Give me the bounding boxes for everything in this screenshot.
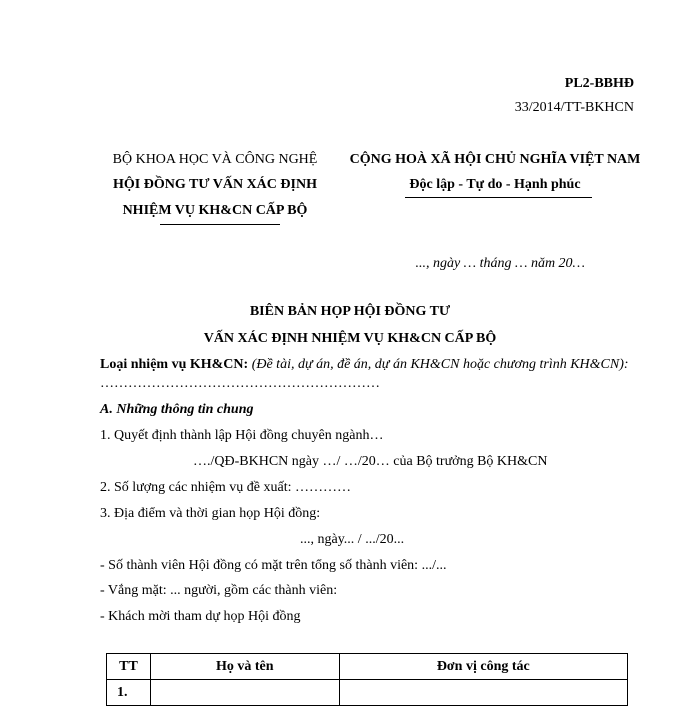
table-row xyxy=(107,680,628,706)
guests-line: - Khách mời tham dự họp Hội đồng xyxy=(100,609,301,624)
table-header-row xyxy=(107,654,628,680)
decision-item: 1. Quyết định thành lập Hội đồng chuyên ngành… xyxy=(100,428,384,443)
decision-item-continued: …./QĐ-BKHCN ngày …/ …/20… của Bộ trưởng Bộ KH&CN xyxy=(193,454,548,469)
document-title-line1: BIÊN BẢN HỌP HỘI ĐỒNG TƯ xyxy=(249,304,451,319)
column-header-unit: Đơn vị công tác xyxy=(339,654,627,680)
column-header-tt: TT xyxy=(107,654,151,680)
section-a-heading: A. Những thông tin chung xyxy=(100,402,254,417)
ministry-name: BỘ KHOA HỌC VÀ CÔNG NGHỆ xyxy=(112,152,318,167)
form-code: PL2-BBHĐ xyxy=(564,76,634,91)
council-underline xyxy=(160,224,280,225)
members-present: - Số thành viên Hội đồng có mặt trên tổng số thành viên: .../... xyxy=(100,558,447,573)
document-title-line2: VẤN XÁC ĐỊNH NHIỆM VỤ KH&CN CẤP BỘ xyxy=(203,331,497,346)
task-type-line xyxy=(100,357,629,373)
meeting-place-time: 3. Địa điểm và thời gian họp Hội đồng: xyxy=(100,506,321,521)
council-name-line2: NHIỆM VỤ KH&CN CẤP BỘ xyxy=(122,203,308,218)
motto-underline xyxy=(405,197,592,198)
task-type-hint: (Đề tài, dự án, đề án, dự án KH&CN hoặc chương trình KH&CN): xyxy=(251,357,629,372)
council-name-line1: HỘI ĐỒNG TƯ VẤN XÁC ĐỊNH xyxy=(113,177,317,192)
national-motto: Độc lập - Tự do - Hạnh phúc xyxy=(409,177,581,192)
guest-table xyxy=(106,653,628,706)
country-name: CỘNG HOÀ XÃ HỘI CHỦ NGHĨA VIỆT NAM xyxy=(349,152,641,167)
task-type-label: Loại nhiệm vụ KH&CN: xyxy=(100,357,249,372)
row-unit xyxy=(339,680,627,706)
row-name xyxy=(150,680,339,706)
column-header-name: Họ và tên xyxy=(150,654,339,680)
place-date-line: ..., ngày … tháng … năm 20… xyxy=(415,256,585,271)
row-number: 1. xyxy=(107,680,151,706)
proposed-tasks-count: 2. Số lượng các nhiệm vụ đề xuất: ………… xyxy=(100,480,352,495)
meeting-place-time-continued: ..., ngày... / .../20... xyxy=(300,532,405,547)
circular-reference: 33/2014/TT-BKHCN xyxy=(514,100,634,115)
task-type-dots: …………………………………………………… xyxy=(100,376,380,391)
absent-members: - Vắng mặt: ... người, gồm các thành viên: xyxy=(100,583,338,598)
